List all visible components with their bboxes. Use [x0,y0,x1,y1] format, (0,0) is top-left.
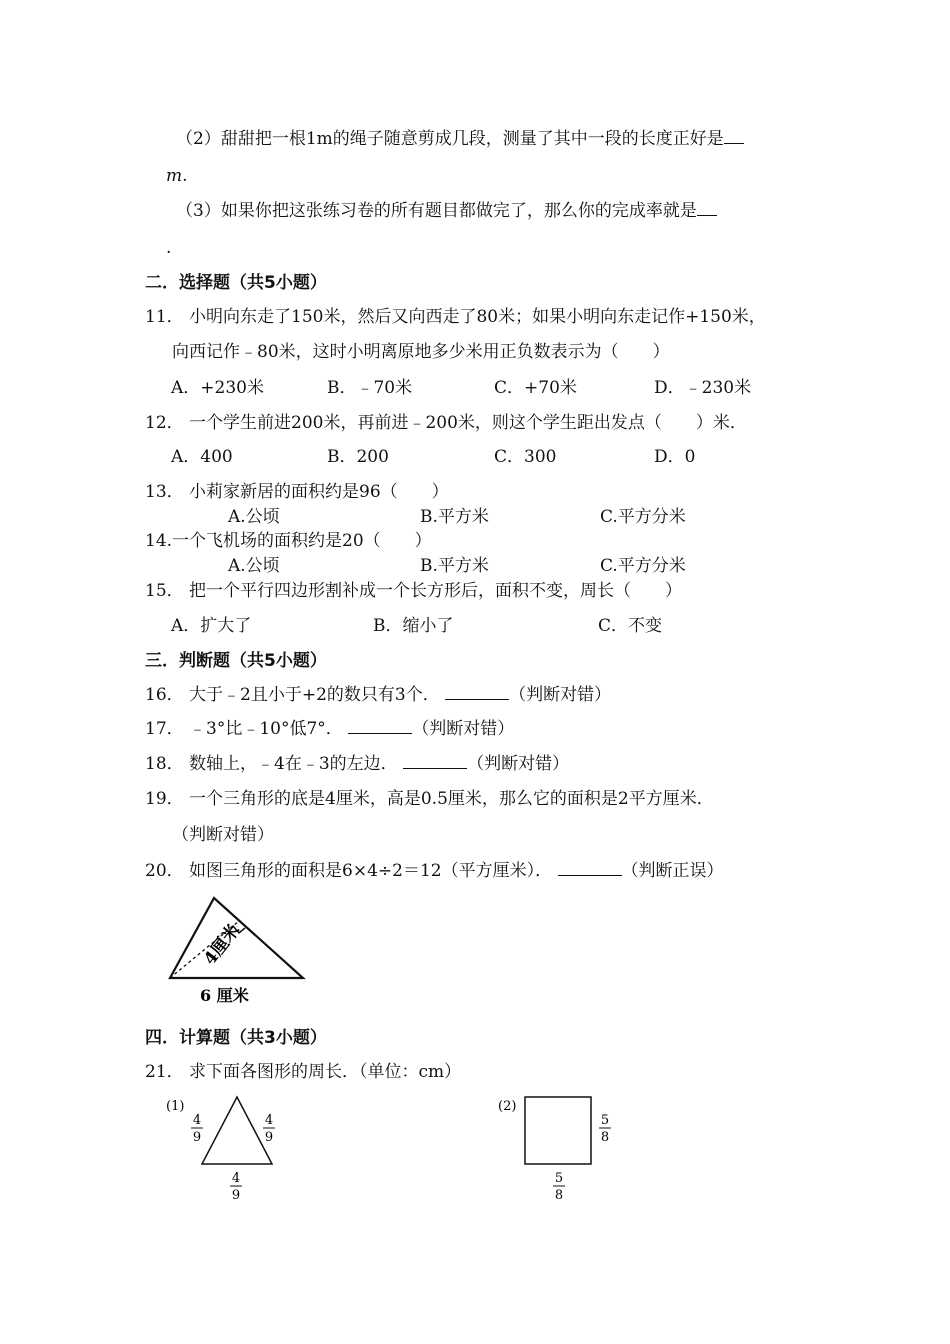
section-title-judgement: 三．判断题（共5小题） [145,651,327,671]
svg-text:5: 5 [554,1171,564,1186]
answer-blank[interactable] [348,719,412,734]
svg-text:4: 4 [264,1113,274,1128]
base-fraction [553,1171,565,1203]
section-title-calculation: 四．计算题（共3小题） [145,1028,327,1048]
svg-text:8: 8 [554,1188,564,1203]
figure-tag: (1) [166,1099,185,1114]
option-a[interactable]: A.公顷 [228,556,280,576]
figure-tag: (2) [498,1099,517,1114]
svg-text:4: 4 [192,1113,202,1128]
q19-line2: （判断对错） [172,825,274,845]
q19-line1: 19． 一个三角形的底是4厘米，高是0.5厘米，那么它的面积是2平方厘米． [145,789,714,809]
q18: 18． 数轴上，﹣4在﹣3的左边． （判断对错） [145,754,570,774]
option-a[interactable]: A．扩大了 [171,616,252,636]
option-d[interactable]: D．﹣230米 [654,378,752,398]
answer-blank[interactable] [558,861,622,876]
q20: 20． 如图三角形的面积是6×4÷2＝12（平方厘米）． （判断正误） [145,861,724,881]
option-b[interactable]: B．﹣70米 [327,378,413,398]
section-title-choice: 二．选择题（共5小题） [145,273,327,293]
q10-part3-end: . [166,238,172,258]
svg-text:9: 9 [231,1188,241,1203]
option-c[interactable]: C．不变 [598,616,663,636]
answer-blank[interactable] [445,685,509,700]
option-c[interactable]: C.平方分米 [600,507,686,527]
triangle-figure-q20 [160,890,310,1010]
triangle-figure-q21 [160,1090,290,1205]
q10-part3: （3）如果你把这张练习卷的所有题目都做完了，那么你的完成率就是 [176,200,717,222]
option-b[interactable]: B．缩小了 [373,616,454,636]
option-b[interactable]: B．200 [327,447,389,467]
base-fraction [230,1171,242,1203]
q16: 16． 大于﹣2且小于+2的数只有3个． （判断对错） [145,685,612,705]
option-b[interactable]: B.平方米 [420,507,489,527]
base-label: 6 厘米 [200,986,249,1005]
answer-blank[interactable] [403,754,467,769]
option-a[interactable]: A.公顷 [228,507,280,527]
square-outline [525,1097,591,1164]
left-side-fraction [191,1113,203,1145]
answer-blank[interactable] [697,201,717,216]
svg-text:4: 4 [231,1171,241,1186]
right-side-fraction [263,1113,275,1145]
q11-line2: 向西记作﹣80米，这时小明离原地多少米用正负数表示为（ ） [172,342,670,362]
q10-part2: （2）甜甜把一根1m的绳子随意剪成几段，测量了其中一段的长度正好是 [176,128,744,150]
square-figure-q21 [492,1090,622,1205]
q10-part2-unit: m. [166,166,188,186]
q13-stem: 13． 小莉家新居的面积约是96（ ） [145,482,449,502]
q21-stem: 21． 求下面各图形的周长．（单位：cm） [145,1062,462,1082]
svg-text:5: 5 [600,1113,610,1128]
height-label: 4厘米 [200,920,245,970]
option-d[interactable]: D．0 [654,447,696,467]
svg-text:9: 9 [264,1130,274,1145]
triangle-outline [202,1097,272,1164]
answer-blank[interactable] [724,129,744,144]
option-c[interactable]: C．300 [494,447,557,467]
q15-stem: 15． 把一个平行四边形割补成一个长方形后，面积不变，周长（ ） [145,581,683,601]
svg-text:9: 9 [192,1130,202,1145]
q14-stem: 14.一个飞机场的面积约是20（ ） [145,531,432,551]
q11-line1: 11． 小明向东走了150米，然后又向西走了80米；如果小明向东走记作+150米， [145,307,766,327]
q12-stem: 12． 一个学生前进200米，再前进﹣200米，则这个学生距出发点（ ）米． [145,413,747,433]
option-a[interactable]: A．400 [171,447,233,467]
option-a[interactable]: A．+230米 [171,378,264,398]
option-b[interactable]: B.平方米 [420,556,489,576]
option-c[interactable]: C．+70米 [494,378,577,398]
side-fraction [599,1113,611,1145]
svg-text:8: 8 [600,1130,610,1145]
option-c[interactable]: C.平方分米 [600,556,686,576]
q17: 17． ﹣3°比﹣10°低7°． （判断对错） [145,719,515,739]
